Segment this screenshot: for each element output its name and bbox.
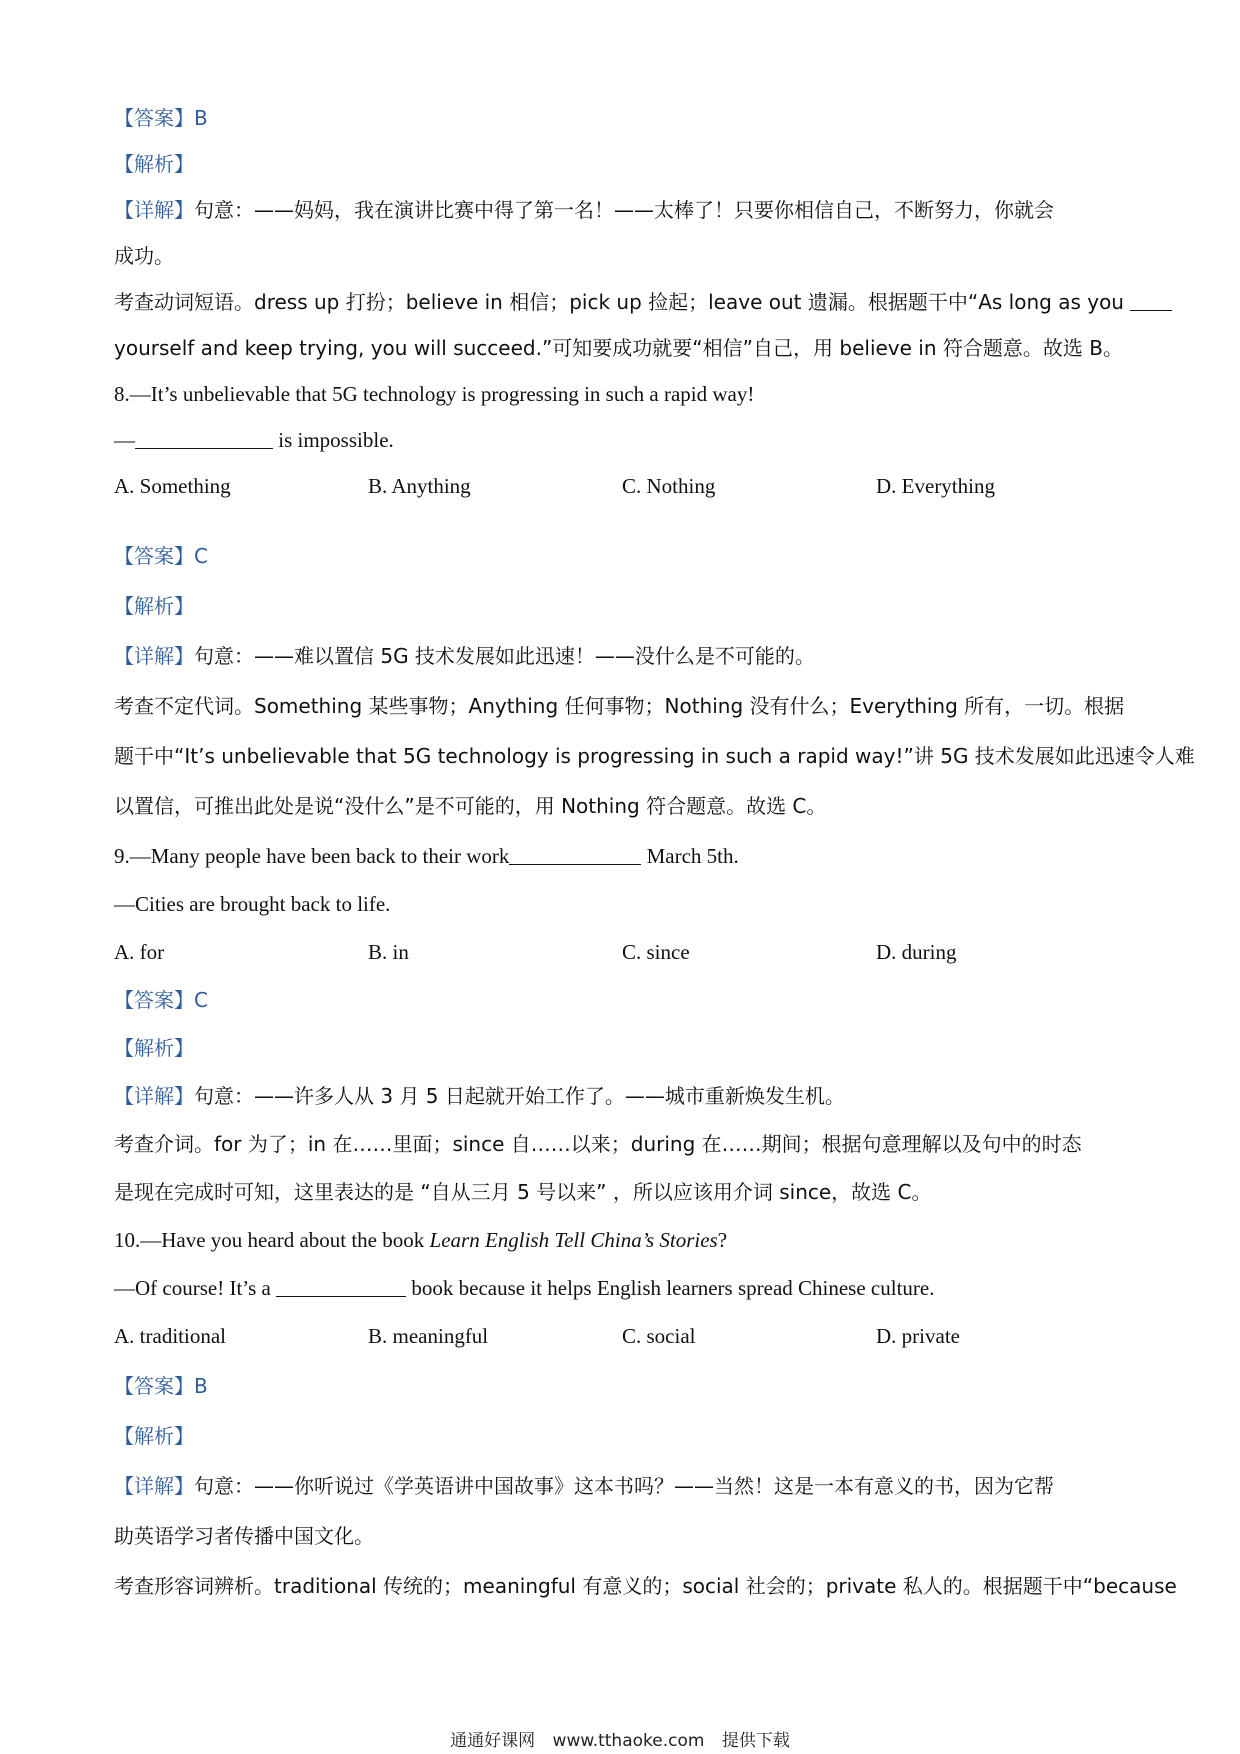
question-9-options bbox=[114, 938, 1134, 966]
option-b: B. Anything bbox=[368, 474, 471, 498]
question-8-options bbox=[114, 472, 1134, 500]
dash: — bbox=[114, 428, 135, 452]
question-8-stem: 8.—It’s unbelievable that 5G technology is progressing in such a rapid way! bbox=[114, 382, 755, 406]
page-footer bbox=[0, 1730, 1240, 1752]
answer-label: 【答案】B bbox=[114, 1374, 208, 1398]
question-9-stem bbox=[114, 842, 1134, 870]
exam-point-text: 考查形容词辨析。traditional 传统的；meaningful 有意义的；social 社会的；private 私人的。根据题干中“because bbox=[114, 1574, 1177, 1598]
option-c: C. social bbox=[622, 1324, 696, 1348]
detail-paragraph bbox=[114, 1472, 1134, 1500]
detail-paragraph bbox=[114, 642, 1134, 670]
stem-text: 10.—Have you heard about the book bbox=[114, 1228, 430, 1252]
analysis-label: 【解析】 bbox=[114, 152, 194, 176]
option-a: A. for bbox=[114, 940, 165, 964]
answer-label: 【答案】C bbox=[114, 988, 208, 1012]
option-b: B. in bbox=[368, 940, 409, 964]
question-9-response: —Cities are brought back to life. bbox=[114, 892, 391, 916]
analysis-label: 【解析】 bbox=[114, 1036, 194, 1060]
exam-point-text-continued: 题干中“It’s unbelievable that 5G technology is progressing in such a rapid way!”讲 5G 技术发展如此迅速令人难 bbox=[114, 744, 1195, 768]
answer-blank bbox=[509, 844, 641, 865]
detail-label: 【详解】 bbox=[114, 198, 194, 222]
footer-note: 提供下载 bbox=[721, 1731, 790, 1751]
detail-text: 句意：——难以置信 5G 技术发展如此迅速！——没什么是不可能的。 bbox=[194, 644, 815, 668]
detail-label: 【详解】 bbox=[114, 1474, 194, 1498]
response-text: book because it helps English learners spread Chinese culture. bbox=[406, 1276, 935, 1300]
response-text: —Of course! It’s a bbox=[114, 1276, 277, 1300]
option-b: B. meaningful bbox=[368, 1324, 489, 1348]
exam-point-text-continued: 是现在完成时可知，这里表达的是 “自从三月 5 号以来” ，所以应该用介词 since，故选 C。 bbox=[114, 1180, 932, 1204]
question-10-response bbox=[114, 1274, 1134, 1302]
footer-url[interactable]: www.tthaoke.com bbox=[552, 1731, 705, 1751]
exam-point-text bbox=[114, 288, 1134, 316]
stem-text: 9.—Many people have been back to their work bbox=[114, 844, 510, 868]
detail-text-continued: 助英语学习者传播中国文化。 bbox=[114, 1524, 374, 1548]
question-10-options bbox=[114, 1322, 1134, 1350]
detail-paragraph bbox=[114, 1082, 1134, 1110]
detail-text-continued: 成功。 bbox=[114, 244, 174, 268]
detail-text: 句意：——许多人从 3 月 5 日起就开始工作了。——城市重新焕发生机。 bbox=[194, 1084, 845, 1108]
exam-point-text-part: 考查动词短语。dress up 打扮；believe in 相信；pick up 捡起；leave out 遗漏。根据题干中“As long as you bbox=[114, 290, 1124, 314]
stem-text: March 5th. bbox=[641, 844, 739, 868]
detail-text: 句意：——你听说过《学英语讲中国故事》这本书吗？——当然！这是一本有意义的书，因为它帮 bbox=[194, 1474, 1054, 1498]
detail-paragraph bbox=[114, 196, 1134, 224]
response-text: is impossible. bbox=[273, 428, 394, 452]
exam-point-text-continued: yourself and keep trying, you will succeed.”可知要成功就要“相信”自己，用 believe in 符合题意。故选 B。 bbox=[114, 336, 1123, 360]
answer-blank bbox=[135, 428, 273, 449]
answer-label: 【答案】C bbox=[114, 544, 208, 568]
option-a: A. Something bbox=[114, 474, 231, 498]
question-8-response bbox=[114, 426, 1134, 454]
exam-point-text-continued: 以置信，可推出此处是说“没什么”是不可能的，用 Nothing 符合题意。故选 C。 bbox=[114, 794, 827, 818]
analysis-label: 【解析】 bbox=[114, 594, 194, 618]
answer-blank bbox=[276, 1276, 406, 1297]
stem-text: ? bbox=[717, 1228, 728, 1252]
question-10-stem bbox=[114, 1226, 1134, 1254]
option-c: C. since bbox=[622, 940, 690, 964]
detail-label: 【详解】 bbox=[114, 1084, 194, 1108]
footer-site-name: 通通好课网 bbox=[450, 1731, 536, 1751]
exam-point-text: 考查不定代词。Something 某些事物；Anything 任何事物；Nothing 没有什么；Everything 所有，一切。根据 bbox=[114, 694, 1125, 718]
detail-text: 句意：——妈妈，我在演讲比赛中得了第一名！——太棒了！只要你相信自己，不断努力，你就会 bbox=[194, 198, 1054, 222]
book-title: Learn English Tell China’s Stories bbox=[429, 1228, 718, 1252]
option-d: D. private bbox=[876, 1324, 960, 1348]
answer-label: 【答案】B bbox=[114, 106, 208, 130]
detail-label: 【详解】 bbox=[114, 644, 194, 668]
option-d: D. during bbox=[876, 940, 957, 964]
option-a: A. traditional bbox=[114, 1324, 226, 1348]
exam-point-text: 考查介词。for 为了；in 在……里面；since 自……以来；during 在……期间；根据句意理解以及句中的时态 bbox=[114, 1132, 1082, 1156]
option-c: C. Nothing bbox=[622, 474, 716, 498]
option-d: D. Everything bbox=[876, 474, 995, 498]
analysis-label: 【解析】 bbox=[114, 1424, 194, 1448]
answer-blank bbox=[1130, 290, 1172, 311]
